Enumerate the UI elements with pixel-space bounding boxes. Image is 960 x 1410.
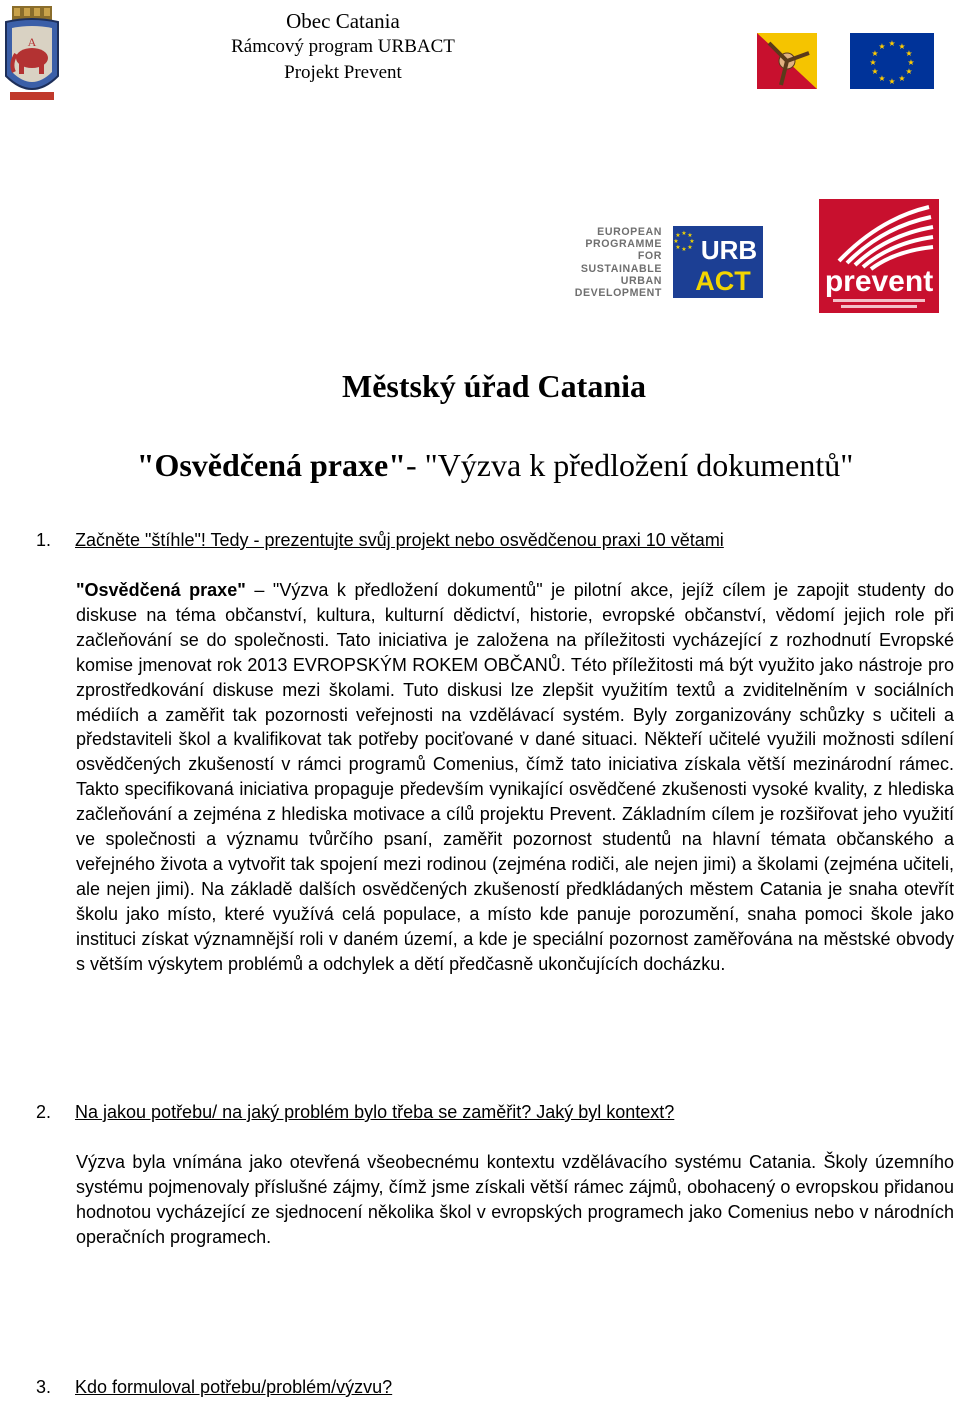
svg-text:★: ★ — [675, 232, 681, 239]
svg-text:★: ★ — [888, 39, 896, 48]
prevent-word: prevent — [824, 265, 934, 298]
svg-text:★: ★ — [871, 49, 879, 58]
urbact-mark-bottom: ACT — [695, 266, 751, 296]
header-block — [200, 8, 486, 86]
svg-text:★: ★ — [898, 42, 906, 51]
svg-text:★: ★ — [871, 67, 879, 76]
svg-text:★: ★ — [905, 67, 913, 76]
urbact-text-line: EUROPEAN — [597, 226, 662, 238]
section-1-body-text: – "Výzva k předložení dokumentů" je pilotní akce, jejíž cílem je zapojit studenty do diskuse na téma občanství, kultura, kulturní dědictví, historie, evropské občanství, vědomí jejich role při začleňování se do společnosti. Tato iniciativa je založena na příležitosti vycházející z rozhodnutí Evropské komise jmenovat rok 2013 EVROPSKÝM ROKEM OBČANŮ. Této příležitosti má být využito jako nástroje pro zprostředkování diskuse mezi školami. Tuto diskusi lze zlepšit využitím textů a zviditelněním v sociálních médiích a zaměřit tak pozornosti veřejnosti na vzdělávací systém. Byly zorganizovány schůzky s učiteli a představiteli škol a kvalifikovat tak potřeby pociťované v dané situaci. Někteří učitelé využili možnosti sdílení osvědčených zkušeností v rámci programů Comenius, čímž tato iniciativa získala větší mezinárodní rámec. Takto specifikovaná iniciativa propaguje především vynikající osvědčené zkušenosti vysoké kvality, z hlediska začleňování a zejména z hlediska motivace a cílů projektu Prevent. Základním cílem je rozšiřovat jeho využití ve společnosti a významu tvůrčího psaní, zaměřit pozornost studentů na hlavní témata občanského a veřejného života a vytvořit tak spojení mezi rodinou (zejména rodiči, ale nejen jimi) a školami (zejména učiteli, ale nejen jimi). Na základě dalších osvědčených zkušeností předkládaných městem Catania je snaha otevřít školu jako místo, které využívá celá populace, a místo kde panuje porozumění, snaha pomoci škole jako instituci získat významnější roli v daném území, a kde je speciální pozornost zaměřována na městské obvody s větším výskytem problémů a odchylek a dětí předčasně ukončujících docházku. — [76, 580, 954, 974]
section-question: Začněte "štíhle"! Tedy - prezentujte svůj projekt nebo osvědčenou praxi 10 větami — [75, 530, 724, 550]
svg-text:★: ★ — [888, 77, 896, 86]
section-1-body — [76, 578, 954, 977]
svg-text:A: A — [27, 35, 37, 49]
urbact-text-line: FOR — [637, 250, 662, 263]
svg-text:★: ★ — [681, 230, 687, 237]
subtitle-rest: - "Výzva k předložení dokumentů" — [405, 447, 854, 483]
urbact-text-line: PROGRAMME — [585, 238, 662, 251]
urbact-text-line: DEVELOPMENT — [574, 287, 662, 300]
section-1-heading — [36, 528, 724, 552]
section-number: 1. — [36, 530, 52, 550]
section-number: 3. — [36, 1377, 52, 1397]
section-question: Kdo formuloval potřebu/problém/výzvu? — [75, 1377, 393, 1397]
section-3-heading — [36, 1375, 392, 1399]
header-program: Rámcový program URBACT — [231, 36, 455, 57]
svg-text:★: ★ — [905, 49, 913, 58]
urbact-logo-icon — [673, 226, 763, 298]
svg-text:★: ★ — [687, 244, 693, 251]
header-municipality: Obec Catania — [286, 9, 400, 33]
section-2-heading — [36, 1100, 674, 1124]
urbact-mark-top: URB — [700, 235, 758, 265]
svg-text:★: ★ — [869, 58, 877, 67]
header-project: Projekt Prevent — [284, 62, 402, 83]
sicily-trinacria-icon — [757, 33, 817, 89]
eu-flag-icon — [850, 33, 934, 89]
section-question: Na jakou potřebu/ na jaký problém bylo třeba se zaměřit? Jaký byl kontext? — [75, 1102, 675, 1122]
urbact-programme-text — [566, 226, 662, 299]
svg-text:★: ★ — [898, 74, 906, 83]
section-1-body-bold: "Osvědčená praxe" — [76, 580, 246, 600]
urbact-text-line: SUSTAINABLE — [580, 262, 662, 275]
prevent-logo-icon — [819, 199, 939, 313]
svg-text:★: ★ — [675, 244, 681, 251]
svg-text:★: ★ — [681, 246, 687, 253]
svg-text:★: ★ — [673, 238, 679, 245]
page-title: Městský úřad Catania — [341, 368, 646, 404]
svg-text:★: ★ — [878, 42, 886, 51]
svg-text:★: ★ — [907, 58, 915, 67]
page-subtitle — [0, 445, 960, 485]
section-number: 2. — [36, 1102, 52, 1122]
svg-text:★: ★ — [687, 232, 693, 239]
subtitle-bold: "Osvědčená praxe" — [136, 447, 406, 483]
urbact-text-line: URBAN — [620, 274, 662, 287]
section-2-body: Výzva byla vnímána jako otevřená všeobecnému kontextu vzdělávacího systému Catania. Školy územního systému pojmenovaly příslušné zájmy, čímž jsme získali větší rámec zájmů, obohacený o evropskou přidanou hodnotou vycházející ze sjednocení několika škol v evropských programech jako Comenius nebo v národních operačních programech. — [76, 1152, 954, 1247]
catania-crest-icon — [2, 6, 62, 104]
svg-text:★: ★ — [689, 238, 695, 245]
svg-text:★: ★ — [878, 74, 886, 83]
